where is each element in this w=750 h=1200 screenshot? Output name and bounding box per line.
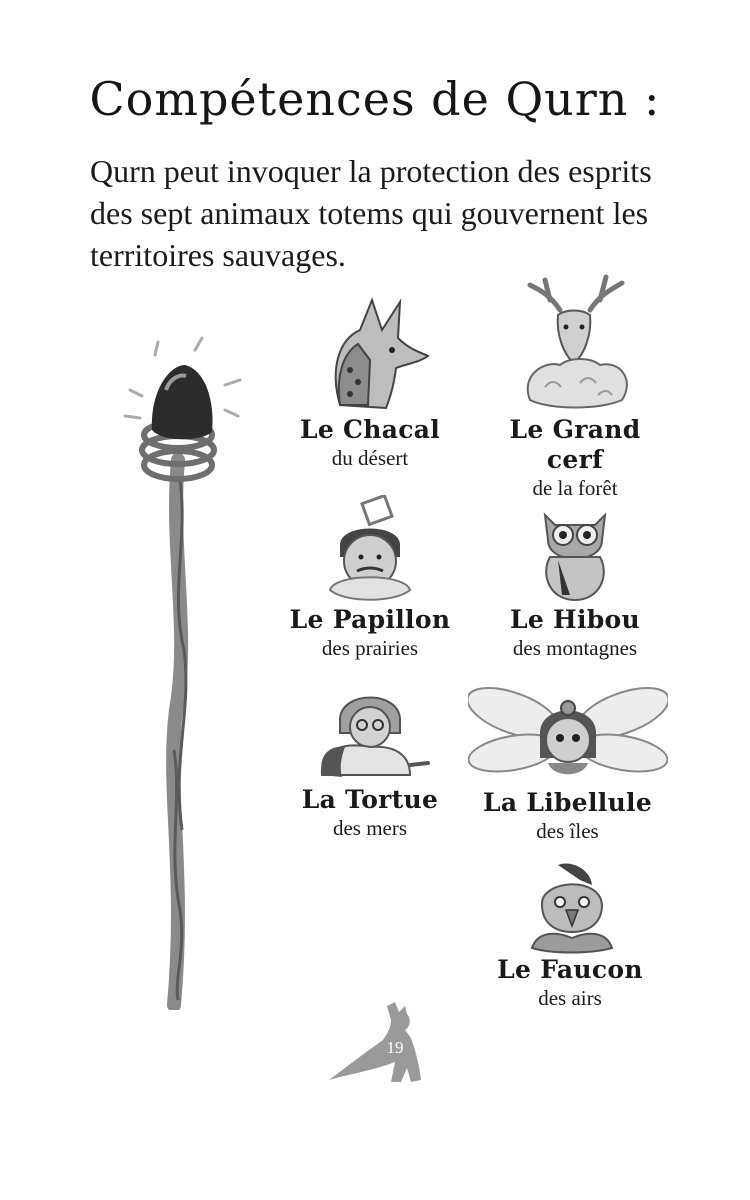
totem-name: Le Grand cerf (509, 415, 641, 474)
totem-name: Le Chacal (299, 415, 441, 444)
totem-stag (480, 265, 670, 501)
totem-place: des airs (538, 986, 602, 1010)
totem-name: La Libellule (482, 788, 653, 817)
turtle-icon (310, 685, 430, 785)
totem-name: La Tortue (301, 785, 439, 814)
falcon-icon (520, 860, 620, 955)
totem-place: des montagnes (512, 636, 638, 660)
stag-icon (510, 265, 640, 415)
owl-icon (520, 495, 630, 605)
totem-butterfly (275, 495, 465, 661)
totem-place: des îles (536, 819, 599, 843)
totem-name: Le Hibou (509, 605, 641, 634)
totem-place: du désert (331, 446, 409, 470)
totem-owl (480, 495, 670, 661)
totem-name: Le Papillon (289, 605, 451, 634)
jackal-icon (310, 290, 430, 415)
totem-place: des mers (332, 816, 408, 840)
page-number: 19 (386, 1038, 404, 1057)
totem-dragonfly (460, 678, 675, 844)
totem-place: des prairies (321, 636, 419, 660)
intro-paragraph: Qurn peut invoquer la protection des esprits des sept animaux totems qui gouvernent les territoires sauvages. (90, 153, 652, 273)
butterfly-icon (315, 495, 425, 605)
totem-jackal (275, 290, 465, 471)
dragonfly-icon (468, 678, 668, 788)
page-title: Compétences de Qurn : (89, 72, 661, 126)
totem-name: Le Faucon (497, 955, 643, 984)
totem-falcon (475, 860, 665, 1011)
totem-turtle (275, 685, 465, 841)
magic-staff-illustration (100, 330, 260, 1010)
totem-place: de la forêt (532, 476, 618, 500)
